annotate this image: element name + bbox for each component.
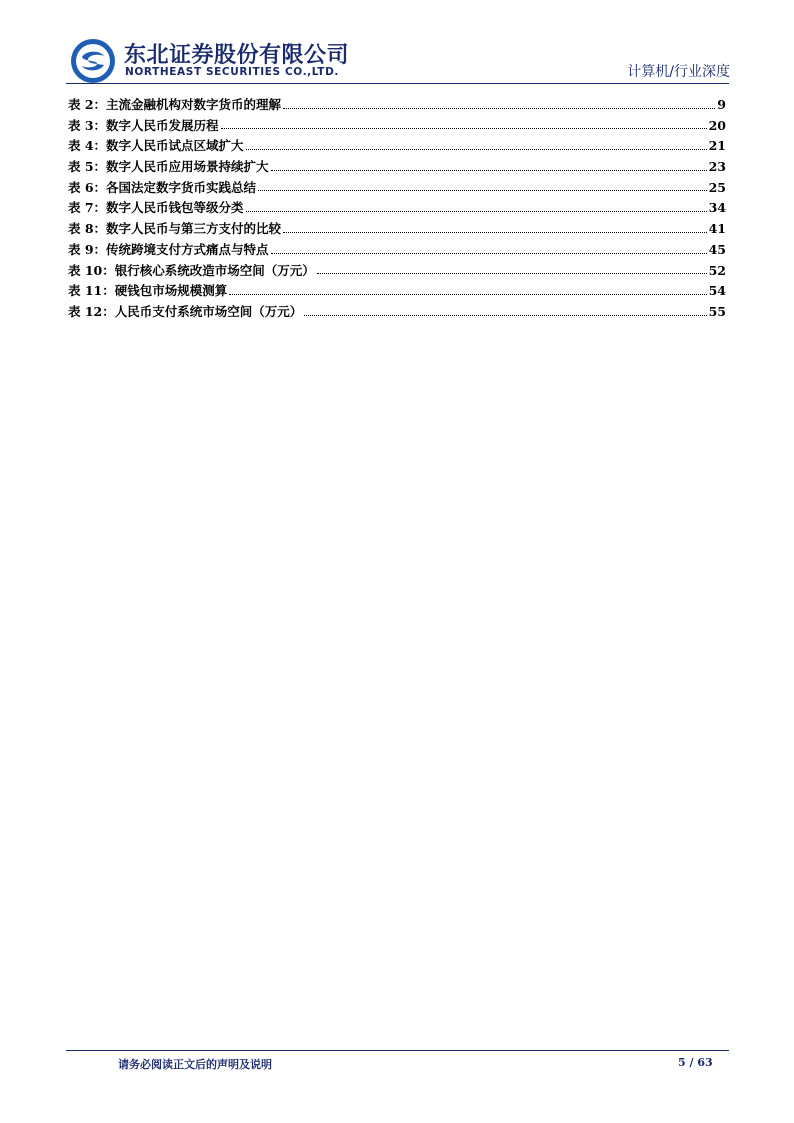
toc-entry-page: 23	[708, 159, 726, 175]
toc-entry[interactable]	[68, 136, 726, 157]
toc-entry[interactable]	[68, 302, 726, 323]
toc-entry-label: 表 10：银行核心系统改造市场空间（万元）	[68, 262, 315, 278]
toc-entry-page: 20	[708, 117, 726, 133]
toc-entry-page: 45	[708, 241, 726, 257]
toc-entry[interactable]	[68, 219, 726, 240]
brand-name-en: NORTHEAST SECURITIES CO.,LTD.	[125, 66, 339, 78]
toc-entry-page: 55	[708, 303, 726, 319]
toc-entry-page: 21	[708, 138, 726, 154]
toc-entry-label: 表 7：数字人民币钱包等级分类	[68, 200, 244, 216]
toc-entry[interactable]	[68, 281, 726, 302]
toc-entry[interactable]	[68, 178, 726, 199]
toc-entry[interactable]	[68, 198, 726, 219]
toc-leader-dots	[246, 211, 707, 212]
page-header	[0, 0, 794, 90]
toc-entry-label: 表 8：数字人民币与第三方支付的比较	[68, 221, 282, 237]
toc-entry-label: 表 6：各国法定数字货币实践总结	[68, 179, 257, 195]
toc-leader-dots	[258, 190, 707, 191]
toc-leader-dots	[283, 232, 707, 233]
toc-entry-label: 表 11：硬钱包市场规模测算	[68, 283, 228, 299]
toc-entry[interactable]	[68, 261, 726, 282]
toc-entry[interactable]	[68, 116, 726, 137]
toc-entry-page: 54	[708, 283, 726, 299]
toc-entry[interactable]	[68, 95, 726, 116]
toc-leader-dots	[221, 128, 707, 129]
toc-entry-page: 52	[708, 262, 726, 278]
toc-entry[interactable]	[68, 240, 726, 261]
brand-name-cn: 东北证券股份有限公司	[124, 43, 350, 68]
section-label: 计算机/行业深度	[627, 64, 730, 80]
toc-leader-dots	[304, 315, 706, 316]
toc-entry-label: 表 3：数字人民币发展历程	[68, 117, 219, 133]
toc-leader-dots	[271, 253, 707, 254]
toc-entry-label: 表 12：人民币支付系统市场空间（万元）	[68, 303, 303, 319]
toc-leader-dots	[271, 170, 707, 171]
footer-disclaimer: 请务必阅读正文后的声明及说明	[118, 1058, 272, 1071]
toc-leader-dots	[317, 273, 707, 274]
toc-entry-label: 表 9：传统跨境支付方式痛点与特点	[68, 241, 269, 257]
table-of-contents	[68, 95, 726, 323]
toc-entry-label: 表 2：主流金融机构对数字货币的理解	[68, 97, 282, 112]
toc-leader-dots	[229, 294, 706, 295]
toc-leader-dots	[246, 149, 707, 150]
toc-leader-dots	[283, 108, 715, 109]
toc-entry-label: 表 5：数字人民币应用场景持续扩大	[68, 159, 269, 175]
footer-divider	[66, 1050, 729, 1051]
header-divider	[66, 83, 729, 84]
toc-entry-label: 表 4：数字人民币试点区域扩大	[68, 138, 244, 154]
toc-entry-page: 9	[717, 97, 726, 112]
toc-entry[interactable]	[68, 157, 726, 178]
toc-entry-page: 41	[708, 221, 726, 237]
northeast-securities-logo-icon	[70, 38, 116, 84]
toc-entry-page: 25	[708, 179, 726, 195]
page-number: 5 / 63	[678, 1056, 713, 1069]
toc-entry-page: 34	[708, 200, 726, 216]
